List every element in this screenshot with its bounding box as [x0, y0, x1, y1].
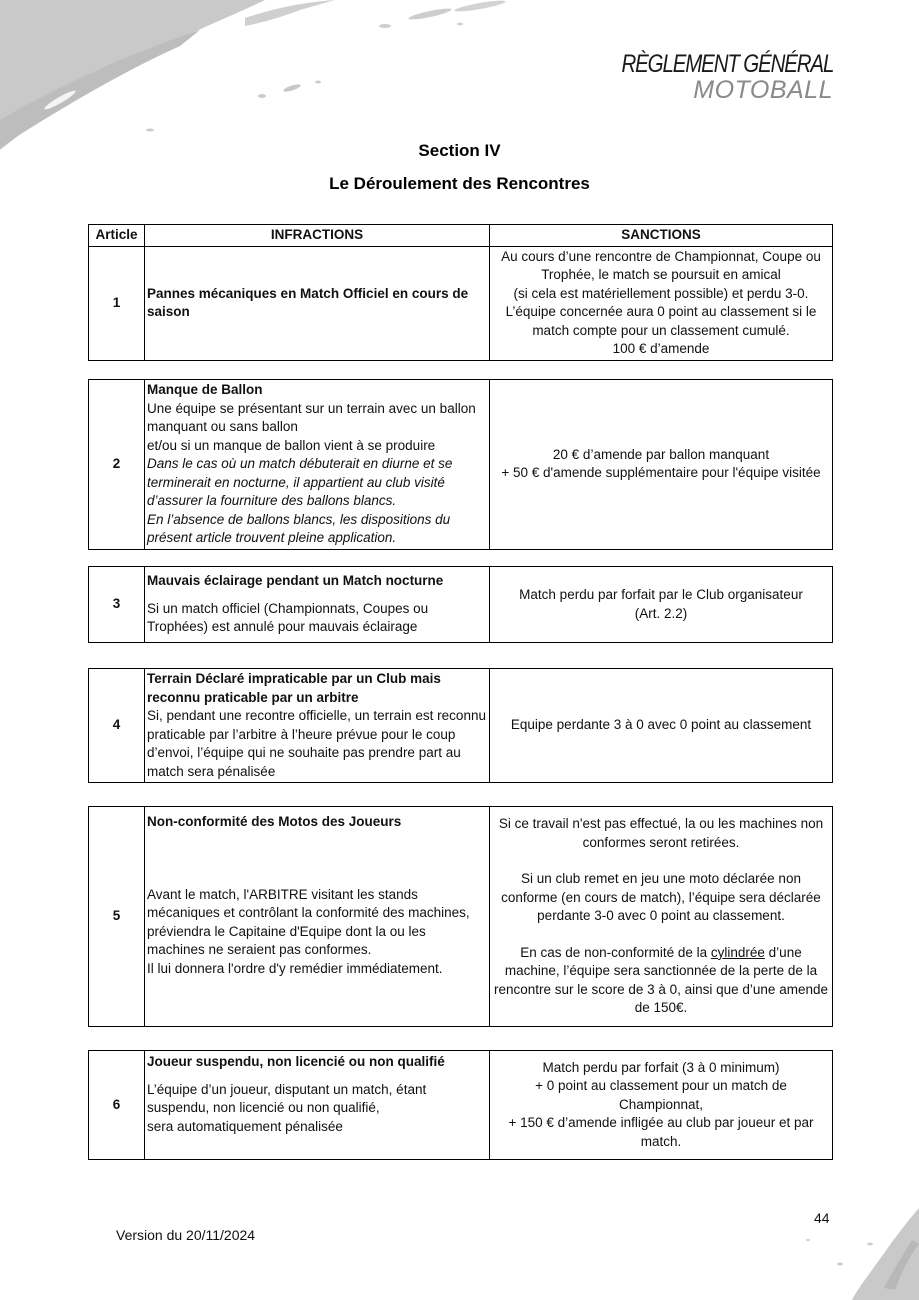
infraction-text: Une équipe se présentant sur un terrain avec un ballon manquant ou sans ballon: [147, 400, 476, 434]
infraction-text: L’équipe d’un joueur, disputant un match, étant suspendu, non licencié ou non qualifié,: [147, 1081, 427, 1115]
sanction-text: 100 € d’amende: [612, 341, 710, 356]
page-number: 44: [814, 1210, 830, 1226]
infraction-cell: [145, 567, 490, 643]
sanction-cell: [490, 380, 833, 550]
sanction-text: (si cela est matériellement possible) et perdu 3-0.: [513, 285, 809, 301]
rules-table-article-2: [88, 379, 833, 550]
sanction-cell: [490, 246, 833, 360]
infraction-text: Avant le match, l'ARBITRE visitant les stands mécaniques et contrôlant la conformité des machines, préviendra le Capitaine d'Equipe dont la ou les machines ne seraient pas conformes.: [147, 886, 470, 957]
section-subtitle: Le Déroulement des Rencontres: [329, 174, 590, 193]
sanction-cell: [490, 807, 833, 1027]
infraction-cell: [145, 246, 490, 360]
infraction-text: sera automatiquement pénalisée: [147, 1118, 343, 1134]
infraction-text: Il lui donnera l'ordre d'y remédier immédiatement.: [147, 960, 443, 976]
header-infractions: INFRACTIONS: [145, 225, 490, 247]
table-row: [89, 246, 833, 360]
brush-stroke-bottom-right: [780, 1200, 919, 1300]
version-date: Version du 20/11/2024: [116, 1227, 256, 1243]
sanction-text-part: d’une machine, l’équipe sera sanctionnée de la perte de la rencontre sur le score de 3 à 0, ainsi que d’une amende de 150€.: [494, 944, 828, 1016]
table-row: [89, 807, 833, 1027]
header-article: Article: [89, 225, 145, 247]
infraction-cell: [145, 807, 490, 1027]
rules-table-article-4: [88, 668, 833, 783]
rules-table-article-1: [88, 224, 833, 361]
infraction-text: Si un match officiel (Championnats, Coupes ou Trophées) est annulé pour mauvais éclairage: [147, 600, 429, 635]
sanction-text: [492, 944, 830, 1018]
sanction-cell: [490, 1051, 833, 1160]
rules-table-article-5: [88, 806, 833, 1027]
table-row: [89, 1051, 833, 1160]
infraction-cell: [145, 380, 490, 550]
brand-title: RÈGLEMENT GÉNÉRAL: [621, 50, 833, 78]
article-number: 1: [89, 246, 145, 360]
infraction-cell: [145, 669, 490, 783]
table-row: [89, 380, 833, 550]
sanction-cell: [490, 669, 833, 783]
sanction-text: Si un club remet en jeu une moto déclarée non conforme (en cours de match), l’équipe sera déclarée perdante 3-0 avec 0 point au classement.: [501, 871, 821, 924]
sanction-text: Match perdu par forfait (3 à 0 minimum): [542, 1059, 780, 1075]
table-header-row: [89, 225, 833, 247]
header-sanctions: SANCTIONS: [490, 225, 833, 247]
sanction-text: + 150 € d’amende infligée au club par joueur et par match.: [508, 1115, 814, 1149]
infraction-title: Terrain Déclaré impraticable par un Club mais reconnu praticable par un arbitre: [147, 671, 441, 705]
brand-logo: [575, 52, 833, 103]
article-number: 6: [89, 1051, 145, 1160]
infraction-cell: [145, 1051, 490, 1160]
article-number: 5: [89, 807, 145, 1027]
sanction-text: Match perdu par forfait par le Club organisateur: [519, 587, 803, 602]
sanction-cell: [490, 567, 833, 643]
infraction-title: Non-conformité des Motos des Joueurs: [147, 814, 402, 829]
sanction-text: (Art. 2.2): [634, 605, 688, 621]
infraction-text: et/ou si un manque de ballon vient à se produire: [147, 437, 436, 453]
sanction-text: L’équipe concernée aura 0 point au classement si le match compte pour un classement cumulé.: [505, 304, 817, 338]
sanction-text-part: En cas de non-conformité de la: [520, 944, 711, 960]
infraction-title: Joueur suspendu, non licencié ou non qualifié: [147, 1054, 445, 1069]
section-title: Section IV: [418, 141, 501, 160]
article-number: 2: [89, 380, 145, 550]
sanction-text: 20 € d’amende par ballon manquant: [552, 446, 770, 462]
table-row: [89, 669, 833, 783]
underlined-term: cylindrée: [710, 944, 765, 960]
sanction-text: + 50 € d'amende supplémentaire pour l'équipe visitée: [501, 465, 821, 481]
infraction-title: Pannes mécaniques en Match Officiel en cours de saison: [147, 285, 469, 319]
sanction-text: Equipe perdante 3 à 0 avec 0 point au classement: [510, 717, 812, 733]
article-number: 4: [89, 669, 145, 783]
sanction-text: Au cours d’une rencontre de Championnat, Coupe ou Trophée, le match se poursuit en amical: [501, 248, 821, 282]
article-number: 3: [89, 567, 145, 643]
infraction-title: Manque de Ballon: [147, 382, 263, 397]
infraction-title: Mauvais éclairage pendant un Match nocturne: [147, 573, 444, 589]
rules-table-article-6: [88, 1050, 833, 1160]
brand-subtitle: MOTOBALL: [693, 76, 833, 104]
infraction-text: Si, pendant une recontre officielle, un terrain est reconnu praticable par l’arbitre à l’heure prévue pour le coup d’envoi, l’équipe qui ne souhaite pas prendre part au match sera pénalisée: [147, 708, 486, 779]
sanction-text: Si ce travail n'est pas effectué, la ou les machines non conformes seront retirées.: [498, 816, 824, 850]
infraction-note: Dans le cas où un match débuterait en diurne et se terminerait en nocturne, il appartient au club visité d’assurer la fourniture des ballons blancs.: [147, 456, 453, 508]
rules-table-article-3: [88, 566, 833, 643]
sanction-text: + 0 point au classement pour un match de Championnat,: [535, 1078, 787, 1112]
infraction-note: En l’absence de ballons blancs, les dispositions du présent article trouvent pleine application.: [147, 511, 451, 545]
table-row: [89, 567, 833, 643]
